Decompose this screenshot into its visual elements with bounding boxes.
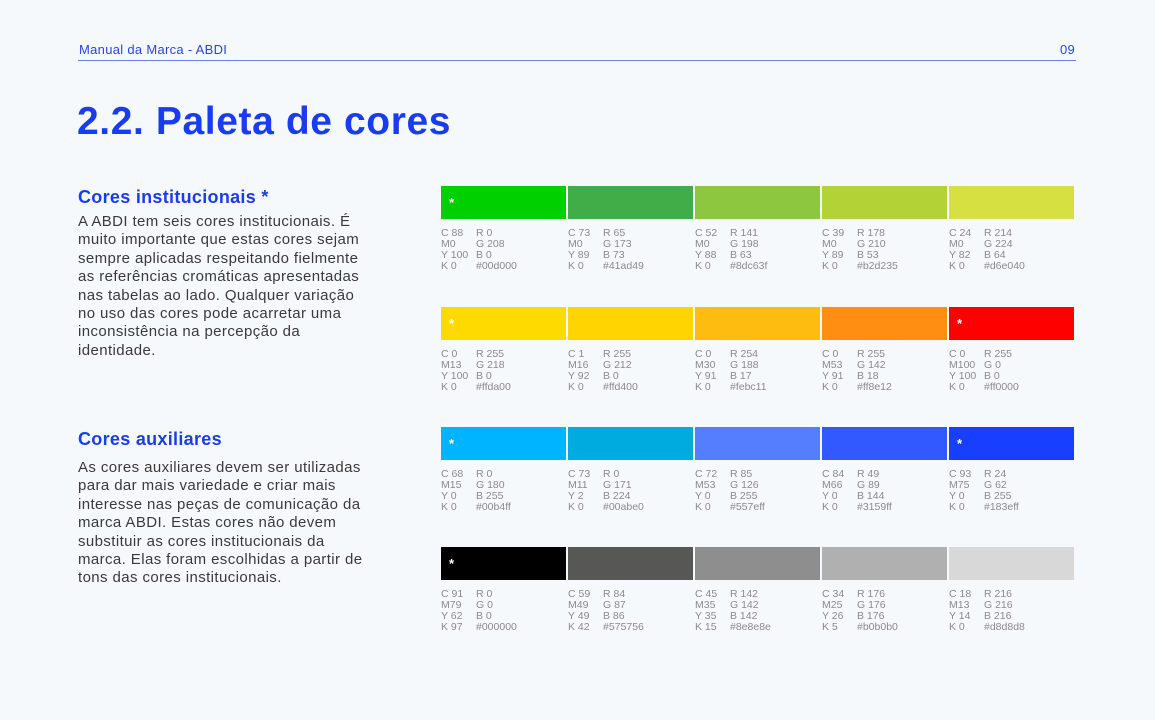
rgb-value: B 0	[603, 370, 619, 382]
rgb-value: R 85	[730, 468, 753, 480]
rgb-value: B 0	[476, 249, 492, 261]
rgb-value: #575756	[603, 621, 644, 633]
color-card	[695, 427, 820, 513]
rgb-value: G 126	[730, 479, 759, 491]
rgb-value: #ffda00	[476, 381, 511, 393]
cmyk-value: K 0	[822, 501, 838, 513]
color-codes	[695, 589, 820, 633]
rgb-value: #183eff	[984, 501, 1019, 513]
rgb-value: #00abe0	[603, 501, 644, 513]
cmyk-value: K 42	[568, 621, 590, 633]
color-code-line	[568, 622, 693, 633]
rgb-value: R 255	[603, 348, 632, 360]
rgb-value: R 24	[984, 468, 1007, 480]
section-title-auxiliares: Cores auxiliares	[78, 429, 222, 449]
cmyk-value: Y 100	[441, 370, 469, 382]
color-card	[822, 547, 947, 633]
color-code-line	[949, 261, 1074, 272]
cmyk-value: Y 82	[949, 249, 971, 261]
color-codes	[822, 349, 947, 393]
cmyk-value: M79	[441, 599, 462, 611]
rgb-value: G 142	[730, 599, 759, 611]
color-swatch	[568, 186, 693, 219]
cmyk-value: K 0	[695, 501, 711, 513]
cmyk-value: C 0	[695, 348, 712, 360]
color-code-line	[822, 261, 947, 272]
cmyk-value: Y 89	[822, 249, 844, 261]
color-code-line	[568, 261, 693, 272]
cmyk-value: M100	[949, 359, 976, 371]
cmyk-value: Y 62	[441, 610, 463, 622]
color-code-line	[441, 261, 566, 272]
color-codes	[441, 349, 566, 393]
cmyk-value: M35	[695, 599, 716, 611]
cmyk-value: M66	[822, 479, 843, 491]
color-code-line	[695, 622, 820, 633]
cmyk-value: C 1	[568, 348, 585, 360]
rgb-value: R 0	[603, 468, 620, 480]
cmyk-value: K 0	[949, 621, 965, 633]
color-card	[822, 307, 947, 393]
color-code-line	[441, 480, 566, 491]
color-code-line	[949, 480, 1074, 491]
institutional-marker: *	[449, 556, 455, 571]
color-card	[695, 307, 820, 393]
color-card	[695, 547, 820, 633]
color-code-line	[441, 622, 566, 633]
color-swatch	[441, 307, 566, 340]
cmyk-value: K 5	[822, 621, 838, 633]
cmyk-value: K 15	[695, 621, 717, 633]
color-code-line	[568, 480, 693, 491]
rgb-value: B 17	[730, 370, 752, 382]
color-code-line	[441, 382, 566, 393]
rgb-value: B 216	[984, 610, 1012, 622]
color-code-line	[695, 502, 820, 513]
color-codes	[568, 469, 693, 513]
cmyk-value: C 52	[695, 227, 718, 239]
rgb-value: #ffd400	[603, 381, 638, 393]
color-swatch	[949, 427, 1074, 460]
rgb-value: R 178	[857, 227, 886, 239]
cmyk-value: Y 0	[949, 490, 965, 502]
color-swatch	[441, 427, 566, 460]
color-card	[695, 186, 820, 272]
rgb-value: B 176	[857, 610, 885, 622]
cmyk-value: C 91	[441, 588, 464, 600]
rgb-value: R 254	[730, 348, 759, 360]
cmyk-value: M53	[695, 479, 716, 491]
cmyk-value: M13	[949, 599, 970, 611]
cmyk-value: M75	[949, 479, 970, 491]
cmyk-value: Y 91	[695, 370, 717, 382]
rgb-value: G 173	[603, 238, 632, 250]
rgb-value: R 0	[476, 468, 493, 480]
cmyk-value: Y 2	[568, 490, 584, 502]
cmyk-value: K 0	[441, 260, 457, 272]
color-swatch	[822, 427, 947, 460]
cmyk-value: Y 88	[695, 249, 717, 261]
color-codes	[822, 228, 947, 272]
rgb-value: #41ad49	[603, 260, 644, 272]
cmyk-value: C 93	[949, 468, 972, 480]
cmyk-value: C 73	[568, 227, 591, 239]
color-codes	[441, 589, 566, 633]
cmyk-value: C 88	[441, 227, 464, 239]
color-swatch	[949, 307, 1074, 340]
color-swatch	[568, 427, 693, 460]
color-codes	[441, 469, 566, 513]
rgb-value: B 73	[603, 249, 625, 261]
rgb-value: G 216	[984, 599, 1013, 611]
color-card	[568, 427, 693, 513]
rgb-value: #3159ff	[857, 501, 892, 513]
rgb-value: G 176	[857, 599, 886, 611]
color-code-line	[949, 382, 1074, 393]
color-swatch	[822, 307, 947, 340]
cmyk-value: K 0	[568, 501, 584, 513]
rgb-value: #00b4ff	[476, 501, 511, 513]
rgb-value: R 214	[984, 227, 1013, 239]
rgb-value: B 63	[730, 249, 752, 261]
rgb-value: G 218	[476, 359, 505, 371]
rgb-value: R 176	[857, 588, 886, 600]
cmyk-value: C 72	[695, 468, 718, 480]
rgb-value: #b0b0b0	[857, 621, 898, 633]
rgb-value: B 53	[857, 249, 879, 261]
color-swatch	[949, 547, 1074, 580]
color-code-line	[949, 502, 1074, 513]
cmyk-value: K 0	[568, 381, 584, 393]
rgb-value: #d8d8d8	[984, 621, 1025, 633]
cmyk-value: Y 91	[822, 370, 844, 382]
rgb-value: R 142	[730, 588, 759, 600]
institutional-marker: *	[449, 316, 455, 331]
cmyk-value: K 0	[441, 381, 457, 393]
color-codes	[822, 469, 947, 513]
rgb-value: B 0	[476, 610, 492, 622]
rgb-value: B 18	[857, 370, 879, 382]
cmyk-value: Y 0	[822, 490, 838, 502]
color-swatch	[441, 186, 566, 219]
color-code-line	[568, 382, 693, 393]
cmyk-value: M53	[822, 359, 843, 371]
cmyk-value: M0	[822, 238, 837, 250]
rgb-value: R 216	[984, 588, 1013, 600]
color-codes	[568, 589, 693, 633]
color-swatch	[695, 186, 820, 219]
color-card	[441, 547, 566, 633]
rgb-value: G 208	[476, 238, 505, 250]
cmyk-value: M25	[822, 599, 843, 611]
color-codes	[695, 228, 820, 272]
color-card	[949, 307, 1074, 393]
color-card	[949, 547, 1074, 633]
rgb-value: #ff8e12	[857, 381, 892, 393]
cmyk-value: K 0	[949, 260, 965, 272]
cmyk-value: C 45	[695, 588, 718, 600]
cmyk-value: K 0	[441, 501, 457, 513]
cmyk-value: Y 89	[568, 249, 590, 261]
rgb-value: #b2d235	[857, 260, 898, 272]
color-code-line	[441, 502, 566, 513]
color-swatch	[568, 547, 693, 580]
cmyk-value: Y 0	[441, 490, 457, 502]
color-swatch	[568, 307, 693, 340]
cmyk-value: C 0	[949, 348, 966, 360]
section-text-auxiliares: As cores auxiliares devem ser utilizadas para dar mais variedade e criar mais interesse nas peças de comunicação da marca ABDI. Estas cores não devem substituir as cores institucionais da marca. Elas foram escolhidas a partir de tons das cores institucionais.	[78, 459, 363, 587]
cmyk-value: M49	[568, 599, 589, 611]
rgb-value: R 65	[603, 227, 626, 239]
cmyk-value: M15	[441, 479, 462, 491]
color-swatch	[949, 186, 1074, 219]
color-card	[822, 186, 947, 272]
cmyk-value: C 59	[568, 588, 591, 600]
rgb-value: B 86	[603, 610, 625, 622]
rgb-value: B 255	[730, 490, 758, 502]
color-card	[568, 307, 693, 393]
rgb-value: B 255	[984, 490, 1012, 502]
cmyk-value: M0	[695, 238, 710, 250]
cmyk-value: C 34	[822, 588, 845, 600]
rgb-value: G 62	[984, 479, 1007, 491]
institutional-marker: *	[449, 436, 455, 451]
institutional-marker: *	[957, 436, 963, 451]
cmyk-value: K 0	[822, 260, 838, 272]
cmyk-value: Y 49	[568, 610, 590, 622]
color-codes	[822, 589, 947, 633]
color-code-line	[695, 261, 820, 272]
color-codes	[949, 349, 1074, 393]
cmyk-value: M13	[441, 359, 462, 371]
rgb-value: G 87	[603, 599, 626, 611]
cmyk-value: M0	[568, 238, 583, 250]
rgb-value: R 255	[476, 348, 505, 360]
color-card	[822, 427, 947, 513]
color-codes	[949, 228, 1074, 272]
cmyk-value: K 0	[949, 381, 965, 393]
cmyk-value: K 0	[949, 501, 965, 513]
color-swatch	[695, 547, 820, 580]
rgb-value: #ff0000	[984, 381, 1019, 393]
rgb-value: R 0	[476, 588, 493, 600]
cmyk-value: K 0	[695, 381, 711, 393]
rgb-value: G 180	[476, 479, 505, 491]
rgb-value: #d6e040	[984, 260, 1025, 272]
cmyk-value: Y 100	[441, 249, 469, 261]
color-card	[441, 427, 566, 513]
rgb-value: #000000	[476, 621, 517, 633]
color-code-line	[695, 480, 820, 491]
rgb-value: B 142	[730, 610, 758, 622]
rgb-value: #febc11	[730, 381, 767, 393]
color-codes	[695, 349, 820, 393]
palette-row	[441, 547, 1076, 647]
cmyk-value: Y 14	[949, 610, 971, 622]
cmyk-value: C 84	[822, 468, 845, 480]
cmyk-value: K 0	[822, 381, 838, 393]
page-number: 09	[1059, 42, 1075, 57]
cmyk-value: C 24	[949, 227, 972, 239]
institutional-marker: *	[957, 316, 963, 331]
rgb-value: #8dc63f	[730, 260, 768, 272]
color-card	[949, 186, 1074, 272]
rgb-value: B 0	[476, 370, 492, 382]
color-codes	[441, 228, 566, 272]
rgb-value: R 141	[730, 227, 759, 239]
color-swatch	[822, 547, 947, 580]
section-title-institucionais: Cores institucionais *	[78, 187, 269, 207]
rgb-value: R 255	[984, 348, 1013, 360]
palette-row	[441, 427, 1076, 527]
page-header	[78, 40, 1076, 61]
color-codes	[949, 469, 1074, 513]
cmyk-value: Y 0	[695, 490, 711, 502]
color-code-line	[822, 480, 947, 491]
rgb-value: G 0	[476, 599, 493, 611]
cmyk-value: Y 100	[949, 370, 977, 382]
rgb-value: G 210	[857, 238, 886, 250]
cmyk-value: K 0	[568, 260, 584, 272]
cmyk-value: Y 35	[695, 610, 717, 622]
page-title: 2.2. Paleta de cores	[77, 100, 452, 143]
palette-row	[441, 307, 1076, 407]
rgb-value: G 142	[857, 359, 886, 371]
rgb-value: G 198	[730, 238, 759, 250]
color-card	[441, 307, 566, 393]
rgb-value: R 0	[476, 227, 493, 239]
color-code-line	[568, 502, 693, 513]
color-codes	[949, 589, 1074, 633]
color-card	[568, 547, 693, 633]
rgb-value: B 64	[984, 249, 1006, 261]
rgb-value: B 144	[857, 490, 885, 502]
header-brand: Manual da Marca - ABDI	[79, 42, 228, 57]
cmyk-value: M30	[695, 359, 716, 371]
cmyk-value: K 97	[441, 621, 463, 633]
color-swatch	[695, 427, 820, 460]
color-card	[568, 186, 693, 272]
cmyk-value: M11	[568, 479, 588, 491]
color-code-line	[949, 622, 1074, 633]
color-code-line	[822, 382, 947, 393]
color-card	[441, 186, 566, 272]
cmyk-value: C 68	[441, 468, 464, 480]
color-codes	[568, 228, 693, 272]
cmyk-value: M16	[568, 359, 589, 371]
rgb-value: B 255	[476, 490, 504, 502]
rgb-value: G 171	[603, 479, 632, 491]
cmyk-value: Y 26	[822, 610, 844, 622]
cmyk-value: C 0	[441, 348, 458, 360]
rgb-value: B 0	[984, 370, 1000, 382]
rgb-value: #557eff	[730, 501, 765, 513]
color-swatch	[695, 307, 820, 340]
color-swatch	[441, 547, 566, 580]
color-codes	[695, 469, 820, 513]
color-codes	[568, 349, 693, 393]
color-code-line	[695, 382, 820, 393]
cmyk-value: C 73	[568, 468, 591, 480]
rgb-value: R 84	[603, 588, 626, 600]
color-card	[949, 427, 1074, 513]
cmyk-value: K 0	[695, 260, 711, 272]
rgb-value: #00d000	[476, 260, 517, 272]
rgb-value: #8e8e8e	[730, 621, 771, 633]
cmyk-value: C 39	[822, 227, 845, 239]
rgb-value: G 0	[984, 359, 1001, 371]
rgb-value: G 212	[603, 359, 632, 371]
palette-row	[441, 186, 1076, 286]
color-swatch	[822, 186, 947, 219]
color-code-line	[822, 502, 947, 513]
cmyk-value: C 0	[822, 348, 839, 360]
institutional-marker: *	[449, 195, 455, 210]
color-code-line	[822, 622, 947, 633]
rgb-value: R 255	[857, 348, 886, 360]
rgb-value: B 224	[603, 490, 631, 502]
cmyk-value: C 18	[949, 588, 972, 600]
cmyk-value: M0	[441, 238, 456, 250]
section-text-institucionais: A ABDI tem seis cores institucionais. É muito importante que estas cores sejam sempre aplicadas respeitando fielmente as referências cromáticas apresentadas nas tabelas ao lado. Qualquer variação no uso das cores pode acarretar uma inconsistência na percepção da identidade.	[78, 213, 360, 359]
cmyk-value: Y 92	[568, 370, 590, 382]
rgb-value: G 89	[857, 479, 880, 491]
rgb-value: G 188	[730, 359, 759, 371]
rgb-value: G 224	[984, 238, 1013, 250]
rgb-value: R 49	[857, 468, 880, 480]
cmyk-value: M0	[949, 238, 964, 250]
